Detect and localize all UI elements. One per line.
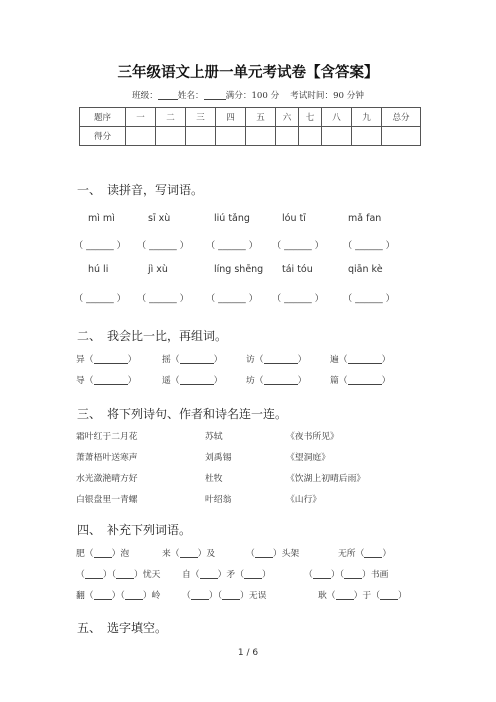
page-number: 1 / 6 — [237, 648, 259, 658]
fill-word: （ ）（ ）书画 — [304, 570, 389, 580]
section-3-heading: 三、 将下列诗句、作者和诗名连一连。 — [77, 407, 288, 421]
pinyin: liú tǎng — [214, 213, 250, 224]
pinyin: hú li — [88, 264, 109, 275]
poem-author: 苏轼 — [205, 432, 223, 442]
class-blank — [158, 90, 178, 100]
compare-item: 篇（ ） — [330, 376, 391, 386]
poem-author: 杜牧 — [205, 474, 223, 484]
poem-author: 叶绍翁 — [205, 495, 232, 505]
fill-word: （ ）（ ）无误 — [182, 591, 267, 601]
score-input-cell — [186, 127, 216, 146]
name-label: 姓名： — [177, 91, 204, 101]
poem-title: 《饮湖上初晴后雨》 — [286, 474, 366, 484]
answer-bracket: （ ______ ） — [272, 293, 324, 304]
answer-bracket: （ ______ ） — [206, 240, 258, 251]
poem-title: 《望洞庭》 — [286, 453, 330, 463]
compare-item: 摇（ ） — [162, 355, 223, 365]
score-input-cell — [216, 127, 246, 146]
compare-item: 遍（ ） — [330, 355, 391, 365]
score-table-header-row — [80, 108, 421, 127]
poem-author: 刘禹锡 — [205, 453, 232, 463]
pinyin: sī xù — [148, 213, 171, 224]
answer-bracket: （ ______ ） — [137, 240, 189, 251]
fill-word: 肥（ ）泡 — [76, 549, 130, 559]
score-cell: 九 — [352, 108, 382, 127]
compare-item: 坊（ ） — [246, 376, 307, 386]
pinyin: líng shēng — [214, 264, 264, 275]
fill-word: 无所（ ） — [338, 549, 392, 559]
score-input-cell — [299, 127, 322, 146]
score-cell: 总分 — [382, 108, 421, 127]
answer-bracket: （ ______ ） — [206, 293, 258, 304]
pinyin: jì xù — [148, 264, 168, 275]
score-input-cell — [276, 127, 299, 146]
section-1-heading: 一、 读拼音，写词语。 — [77, 183, 204, 197]
fill-word: 来（ ）及 — [162, 549, 216, 559]
answer-bracket: （ ______ ） — [74, 240, 126, 251]
fill-word: 翻（ ）（ ）岭 — [76, 591, 161, 601]
compare-item: 异（ ） — [76, 355, 137, 365]
score-cell: 七 — [299, 108, 322, 127]
score-label-cell: 得分 — [80, 127, 126, 146]
fill-word: （ ）头架 — [246, 549, 300, 559]
answer-bracket: （ ______ ） — [272, 240, 324, 251]
score-input-cell — [352, 127, 382, 146]
score-cell: 题序 — [80, 108, 126, 127]
score-cell: 二 — [156, 108, 186, 127]
section-5-heading: 五、 选字填空。 — [77, 621, 168, 635]
score-cell: 三 — [186, 108, 216, 127]
section-2-heading: 二、 我会比一比，再组词。 — [77, 329, 228, 343]
score-input-cell — [156, 127, 186, 146]
class-label: 班级： — [132, 91, 158, 101]
poem-line: 水光潋滟晴方好 — [76, 474, 138, 484]
poem-line: 萧萧梧叶送寒声 — [76, 453, 138, 463]
answer-bracket: （ ______ ） — [343, 293, 395, 304]
section-4-heading: 四、 补充下列词语。 — [77, 523, 192, 537]
page-title: 三年级语文上册一单元考试卷【含答案】 — [117, 65, 379, 81]
score-cell: 六 — [276, 108, 299, 127]
score-cell: 一 — [126, 108, 156, 127]
score-input-cell — [322, 127, 352, 146]
score-input-cell — [382, 127, 421, 146]
score-input-cell — [246, 127, 276, 146]
exam-time: 考试时间：90 分钟 — [290, 91, 364, 101]
exam-info — [0, 89, 496, 101]
name-blank — [204, 90, 226, 100]
pinyin: lóu tī — [282, 213, 306, 224]
compare-item: 导（ ） — [76, 376, 137, 386]
answer-bracket: （ ______ ） — [137, 293, 189, 304]
pinyin: qiān kè — [348, 264, 383, 275]
score-input-cell — [126, 127, 156, 146]
fill-word: （ ）（ ）忧天 — [76, 570, 161, 580]
poem-title: 《山行》 — [286, 495, 322, 505]
poem-title: 《夜书所见》 — [286, 432, 339, 442]
pinyin: mì mì — [88, 213, 115, 224]
full-score: 满分：100 分 — [225, 91, 280, 101]
score-cell: 五 — [246, 108, 276, 127]
pinyin: tái tóu — [282, 264, 313, 275]
pinyin: mǎ fan — [348, 213, 382, 224]
answer-bracket: （ ______ ） — [74, 293, 126, 304]
compare-item: 访（ ） — [246, 355, 307, 365]
compare-item: 遥（ ） — [162, 376, 223, 386]
score-cell: 四 — [216, 108, 246, 127]
poem-line: 霜叶红于二月花 — [76, 432, 138, 442]
answer-bracket: （ ______ ） — [343, 240, 395, 251]
score-table-score-row — [80, 127, 421, 146]
score-table — [79, 107, 421, 146]
score-cell: 八 — [322, 108, 352, 127]
fill-word: 自（ ）矛（ ） — [182, 570, 271, 580]
fill-word: 耿（ ）于（ ） — [318, 591, 407, 601]
poem-line: 白银盘里一青螺 — [76, 495, 138, 505]
